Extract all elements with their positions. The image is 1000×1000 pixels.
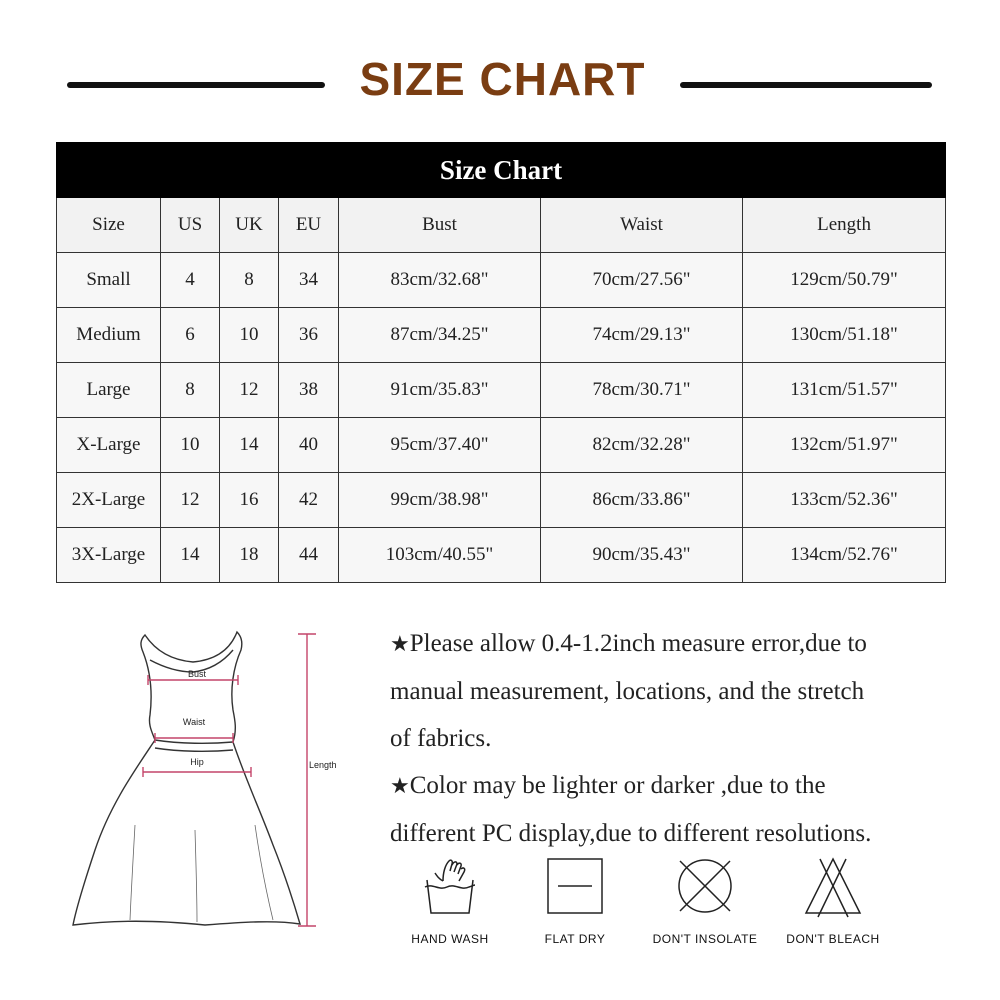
table-row — [57, 528, 946, 583]
table-cell: 16 — [220, 473, 279, 528]
table-cell: 14 — [220, 418, 279, 473]
table-cell: 129cm/50.79" — [743, 253, 946, 308]
table-cell: 3X-Large — [57, 528, 161, 583]
table-cell: Medium — [57, 308, 161, 363]
table-cell: 38 — [279, 363, 339, 418]
size-chart-table — [56, 142, 946, 583]
table-cell: 131cm/51.57" — [743, 363, 946, 418]
column-header-waist: Waist — [541, 198, 743, 253]
note-line: different PC display,due to different resolutions. — [390, 820, 872, 847]
table-row — [57, 253, 946, 308]
dress-outline-icon — [73, 632, 300, 925]
table-cell: 95cm/37.40" — [339, 418, 541, 473]
table-cell: 134cm/52.76" — [743, 528, 946, 583]
column-header-eu: EU — [279, 198, 339, 253]
flat-dry-label: FLAT DRY — [544, 932, 606, 946]
table-cell: 70cm/27.56" — [541, 253, 743, 308]
column-header-bust: Bust — [339, 198, 541, 253]
table-cell: 10 — [161, 418, 220, 473]
table-cell: 90cm/35.43" — [541, 528, 743, 583]
bust-label: Bust — [187, 669, 207, 679]
flat-dry-icon — [540, 855, 610, 920]
dont-insolate-icon — [670, 855, 740, 920]
page-title: SIZE CHART — [359, 53, 646, 105]
table-cell: 8 — [161, 363, 220, 418]
star-icon: ★ — [390, 632, 410, 657]
table-cell: 44 — [279, 528, 339, 583]
care-instructions — [395, 855, 915, 965]
column-header-length: Length — [743, 198, 946, 253]
note-line: ★Color may be lighter or darker ,due to the — [390, 772, 826, 799]
care-hand-wash — [390, 855, 510, 955]
table-cell: 40 — [279, 418, 339, 473]
column-header-uk: UK — [220, 198, 279, 253]
dont-insolate-label: DON'T INSOLATE — [652, 932, 758, 946]
table-cell: 2X-Large — [57, 473, 161, 528]
table-row — [57, 308, 946, 363]
measure-lines — [143, 634, 316, 926]
table-cell: Large — [57, 363, 161, 418]
notes-block — [390, 620, 950, 857]
star-icon: ★ — [390, 774, 410, 799]
header-rule-right — [680, 82, 932, 88]
table-cell: 78cm/30.71" — [541, 363, 743, 418]
table-cell: 6 — [161, 308, 220, 363]
table-cell: 87cm/34.25" — [339, 308, 541, 363]
table-cell: X-Large — [57, 418, 161, 473]
care-dont-bleach — [773, 855, 893, 955]
table-cell: 91cm/35.83" — [339, 363, 541, 418]
note-line: of fabrics. — [390, 725, 492, 752]
table-cell: 130cm/51.18" — [743, 308, 946, 363]
note-line: manual measurement, locations, and the stretch — [390, 678, 865, 705]
table-cell: 103cm/40.55" — [339, 528, 541, 583]
table-cell: 14 — [161, 528, 220, 583]
column-header-size: Size — [57, 198, 161, 253]
table-cell: 82cm/32.28" — [541, 418, 743, 473]
table-caption: Size Chart — [57, 143, 946, 198]
table-cell: 4 — [161, 253, 220, 308]
length-label: Length — [309, 760, 337, 770]
table-cell: 133cm/52.36" — [743, 473, 946, 528]
dont-bleach-label: DON'T BLEACH — [786, 932, 880, 946]
table-cell: 83cm/32.68" — [339, 253, 541, 308]
dress-diagram — [55, 620, 385, 930]
table-row — [57, 418, 946, 473]
table-cell: 34 — [279, 253, 339, 308]
table-row — [57, 473, 946, 528]
table-cell: 99cm/38.98" — [339, 473, 541, 528]
hip-label: Hip — [190, 757, 204, 767]
table-cell: 42 — [279, 473, 339, 528]
dont-bleach-icon — [798, 855, 868, 920]
table-header-row — [57, 198, 946, 253]
column-header-us: US — [161, 198, 220, 253]
table-cell: 8 — [220, 253, 279, 308]
header-rule-left — [67, 82, 325, 88]
table-cell: 86cm/33.86" — [541, 473, 743, 528]
hand-wash-label: HAND WASH — [411, 932, 489, 946]
table-cell: 74cm/29.13" — [541, 308, 743, 363]
page-header — [0, 50, 1000, 120]
table-cell: 18 — [220, 528, 279, 583]
table-cell: 12 — [220, 363, 279, 418]
care-dont-insolate — [645, 855, 765, 955]
table-cell: 12 — [161, 473, 220, 528]
waist-label: Waist — [182, 717, 206, 727]
table-cell: 132cm/51.97" — [743, 418, 946, 473]
table-cell: 36 — [279, 308, 339, 363]
hand-wash-icon — [415, 855, 485, 920]
table-cell: 10 — [220, 308, 279, 363]
table-row — [57, 363, 946, 418]
note-line: ★Please allow 0.4-1.2inch measure error,due to — [390, 630, 867, 657]
care-flat-dry — [515, 855, 635, 955]
table-cell: Small — [57, 253, 161, 308]
